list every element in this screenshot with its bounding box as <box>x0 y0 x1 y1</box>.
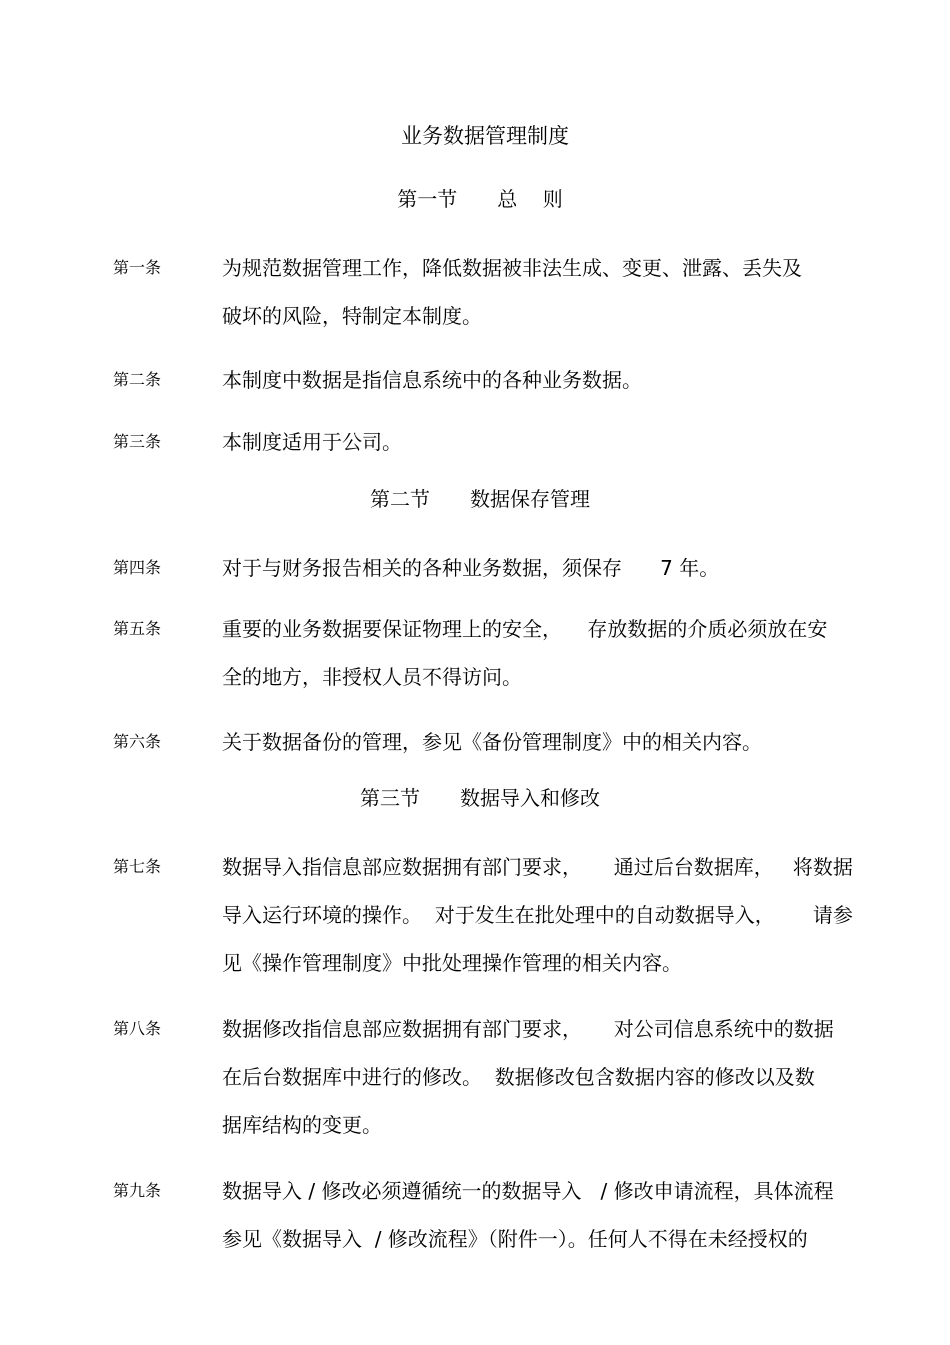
article-text <box>222 244 862 340</box>
article-number: 第五条 <box>113 619 162 638</box>
text-line: 数据修改指信息部应数据拥有部门要求， 对公司信息系统中的数据 <box>222 1017 834 1041</box>
article-text <box>222 418 862 466</box>
text-line: 全的地方，非授权人员不得访问。 <box>222 665 522 689</box>
article-number: 第六条 <box>113 732 162 751</box>
article-number: 第一条 <box>113 258 162 277</box>
section-number: 第二节 <box>370 487 430 511</box>
text-line: 对于与财务报告相关的各种业务数据，须保存 7 年。 <box>222 556 720 580</box>
text-line: 为规范数据管理工作，降低数据被非法生成、变更、泄露、丢失及 <box>222 256 802 280</box>
text-line: 重要的业务数据要保证物理上的安全， 存放数据的介质必须放在安 <box>222 617 828 641</box>
text-line: 参见《数据导入 / 修改流程》（附件一）。任何人不得在未经授权的 <box>222 1227 808 1251</box>
article-text <box>222 544 862 592</box>
article-number: 第九条 <box>113 1181 162 1200</box>
section-heading-2 <box>0 484 950 514</box>
text-line: 破坏的风险，特制定本制度。 <box>222 304 482 328</box>
article-text <box>222 718 862 766</box>
text-line: 本制度适用于公司。 <box>222 430 402 454</box>
article-text <box>222 1167 862 1263</box>
article-number: 第二条 <box>113 370 162 389</box>
section-heading-3 <box>0 783 950 813</box>
text-line: 关于数据备份的管理，参见《备份管理制度》中的相关内容。 <box>222 730 762 754</box>
text-line: 见《操作管理制度》中批处理操作管理的相关内容。 <box>222 951 682 975</box>
section-heading-1 <box>0 184 950 214</box>
section-number: 第三节 <box>360 786 420 810</box>
article-number: 第七条 <box>113 857 162 876</box>
text-line: 数据导入 / 修改必须遵循统一的数据导入 / 修改申请流程，具体流程 <box>222 1179 834 1203</box>
section-number: 第一节 <box>397 187 458 211</box>
section-name: 数据导入和修改 <box>460 786 600 810</box>
document-title: 业务数据管理制度 <box>401 124 569 148</box>
article-text <box>222 356 862 404</box>
section-name: 总 则 <box>497 187 563 211</box>
article-text <box>222 843 862 987</box>
text-line: 数据导入指信息部应数据拥有部门要求， 通过后台数据库， 将数据 <box>222 855 853 879</box>
article-text <box>222 605 862 701</box>
article-text <box>222 1005 862 1149</box>
section-name: 数据保存管理 <box>470 487 590 511</box>
article-number: 第八条 <box>113 1019 162 1038</box>
text-line: 导入运行环境的操作。 对于发生在批处理中的自动数据导入， 请参 <box>222 903 853 927</box>
article-number: 第三条 <box>113 432 162 451</box>
article-number: 第四条 <box>113 558 162 577</box>
text-line: 本制度中数据是指信息系统中的各种业务数据。 <box>222 368 642 392</box>
text-line: 在后台数据库中进行的修改。 数据修改包含数据内容的修改以及数 <box>222 1065 815 1089</box>
text-line: 据库结构的变更。 <box>222 1113 382 1137</box>
